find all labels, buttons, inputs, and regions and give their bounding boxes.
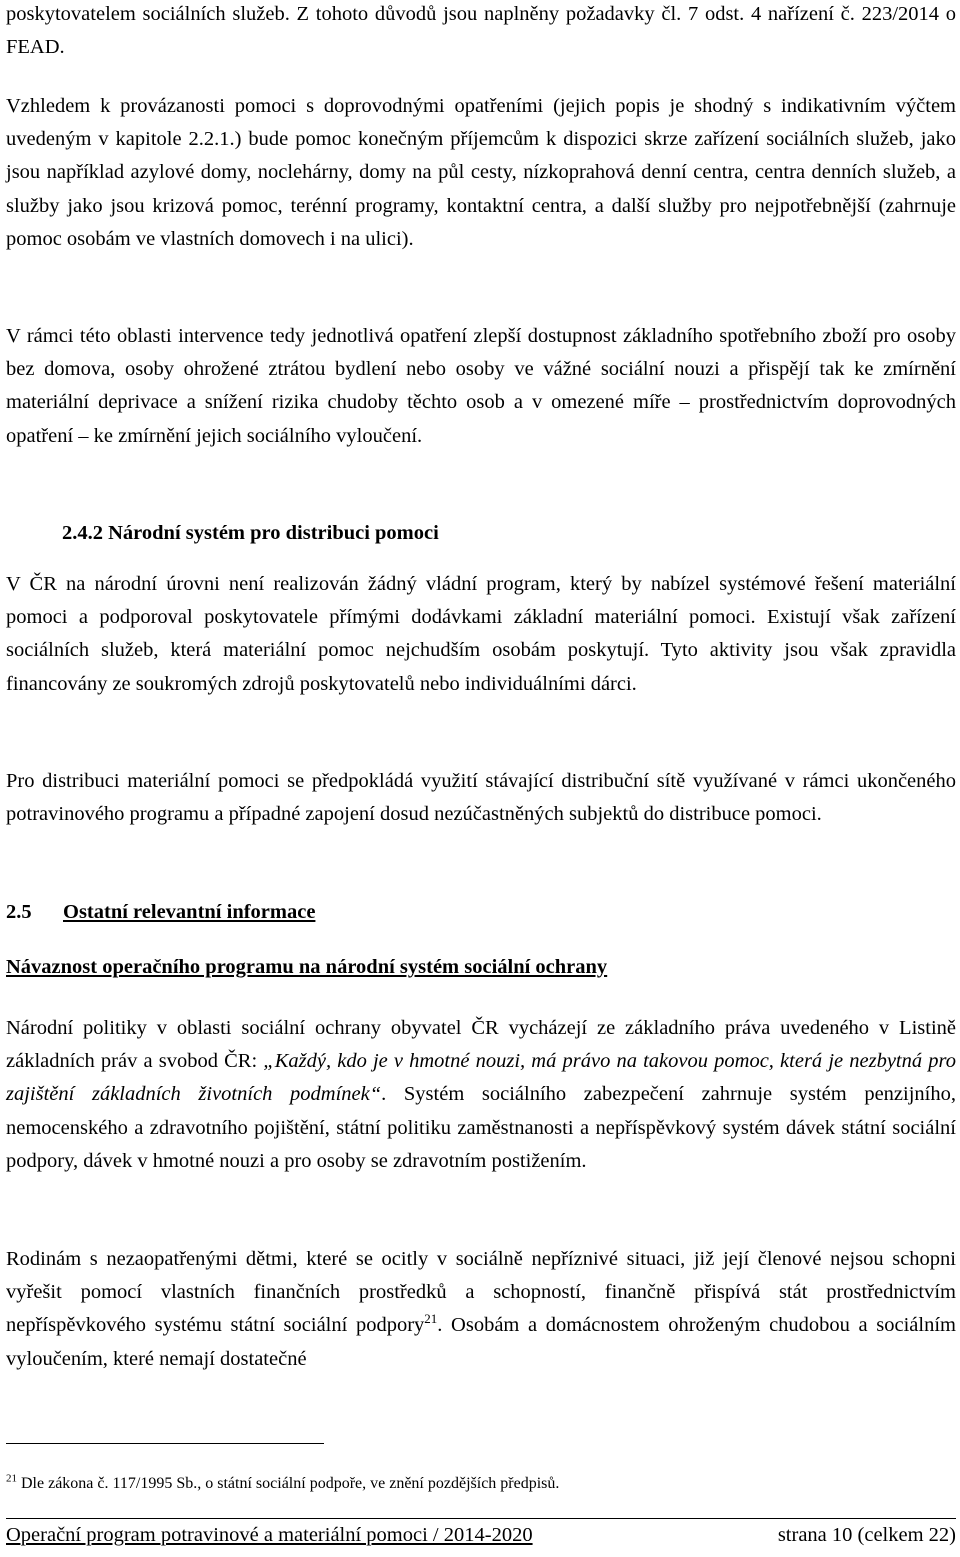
footnote-ref[interactable]: 21 <box>424 1311 438 1327</box>
paragraph-accompanying-measures: Vzhledem k provázanosti pomoci s doprovodnými opatřeními (jejich popis je shodný s indikativním výčtem uvedeným v kapitole 2.2.1.) bude pomoc konečným příjemcům k dispozici skrze zařízení sociálních služeb, jako jsou například azylové domy, noclehárny, domy na půl cesty, nízkoprahová denní centra, centra denních služeb, a služby jako jsou krizová pomoc, terénní programy, kontaktní centra, a další služby pro nejpotřebnější (zahrnuje pomoc osobám ve vlastních domovech i na ulici). <box>6 95 956 250</box>
paragraph-distribution: Pro distribuci materiální pomoci se předpokládá využití stávající distribuční sítě využívané v rámci ukončeného potravinového programu a případné zapojení dosud nezúčastněných subjektů do distribuce pomoci. <box>6 770 956 826</box>
heading-number: 2.4.2 <box>62 522 103 544</box>
heading-text: Ostatní relevantní informace <box>63 901 316 923</box>
footer-document-title: Operační program potravinové a materiální pomoci / 2014-2020 <box>6 1524 533 1546</box>
text-run: . Systém sociálního zabezpečení zahrnuje systém penzijního, nemocenského a zdravotního pojištění, státní politiku zaměstnanosti a nepříspěvkový systém dávek státní sociální podpory, dávek v hmotné nouzi a pro osoby se zdravotním postižením. <box>6 1083 956 1172</box>
footnote-separator <box>6 1443 324 1444</box>
footnote-number: 21 <box>6 1472 17 1485</box>
heading-2-5 <box>6 896 956 929</box>
text-run: Národní politiky v oblasti sociální ochrany obyvatel ČR vycházejí ze základního práva uvedeného v Listině základních práv a svobod ČR: <box>6 1017 956 1073</box>
footer-separator <box>6 1518 956 1519</box>
footnote-text: Dle zákona č. 117/1995 Sb., o státní sociální podpoře, ve znění pozdějších předpisů. <box>17 1475 560 1492</box>
heading-number: 2.5 <box>6 901 32 923</box>
paragraph-national-policies <box>6 1012 956 1178</box>
quote-listina: „Každý, kdo je v hmotné nouzi, má právo na takovou pomoc, která je nezbytná pro zajištění základních životních podmínek“ <box>6 1050 956 1106</box>
paragraph-national-level: V ČR na národní úrovni není realizován žádný vládní program, který by nabízel systémové řešení materiální pomoci a podporoval poskytovatele přímými dodávkami základní materiální pomoci. Existují však zařízení sociálních služeb, která materiální pomoc nejchudším osobám poskytují. Tyto aktivity jsou však zpravidla financovány ze soukromých zdrojů poskytovatelů nebo individuálními dárci. <box>6 573 956 695</box>
paragraph-families <box>6 1243 956 1376</box>
footnote <box>6 1473 559 1495</box>
text-run: . Osobám a domácnostem ohroženým chudobou a sociálním vyloučením, které nemají dostatečné <box>6 1314 956 1370</box>
paragraph-intervention-area: V rámci této oblasti intervence tedy jednotlivá opatření zlepší dostupnost základního spotřebního zboží pro osoby bez domova, osoby ohrožené ztrátou bydlení nebo osoby ve vážné sociální nouzi a přispějí tak ke zmírnění materiální deprivace a snížení rizika chudoby těchto osob a v omezené míře – prostřednictvím doprovodných opatření – ke zmírnění jejich sociálního vyloučení. <box>6 325 956 447</box>
heading-2-4-2 <box>62 517 942 550</box>
page-footer <box>6 1520 956 1550</box>
heading-text: Národní systém pro distribuci pomoci <box>108 522 439 544</box>
footer-page-number: strana 10 (celkem 22) <box>777 1524 956 1546</box>
text-run: Rodinám s nezaopatřenými dětmi, které se ocitly v sociálně nepříznivé situaci, již její členové nejsou schopni vyřešit pomocí vlastních finančních prostředků a schopností, finančně přispívá stát prostřednictvím nepříspěvkového systému státní sociální podpory <box>6 1248 956 1337</box>
subheading-social-protection: Návaznost operačního programu na národní systém sociální ochrany <box>6 956 608 978</box>
paragraph-intro: poskytovatelem sociálních služeb. Z tohoto důvodů jsou naplněny požadavky čl. 7 odst. 4 nařízení č. 223/2014 o FEAD. <box>6 3 956 59</box>
